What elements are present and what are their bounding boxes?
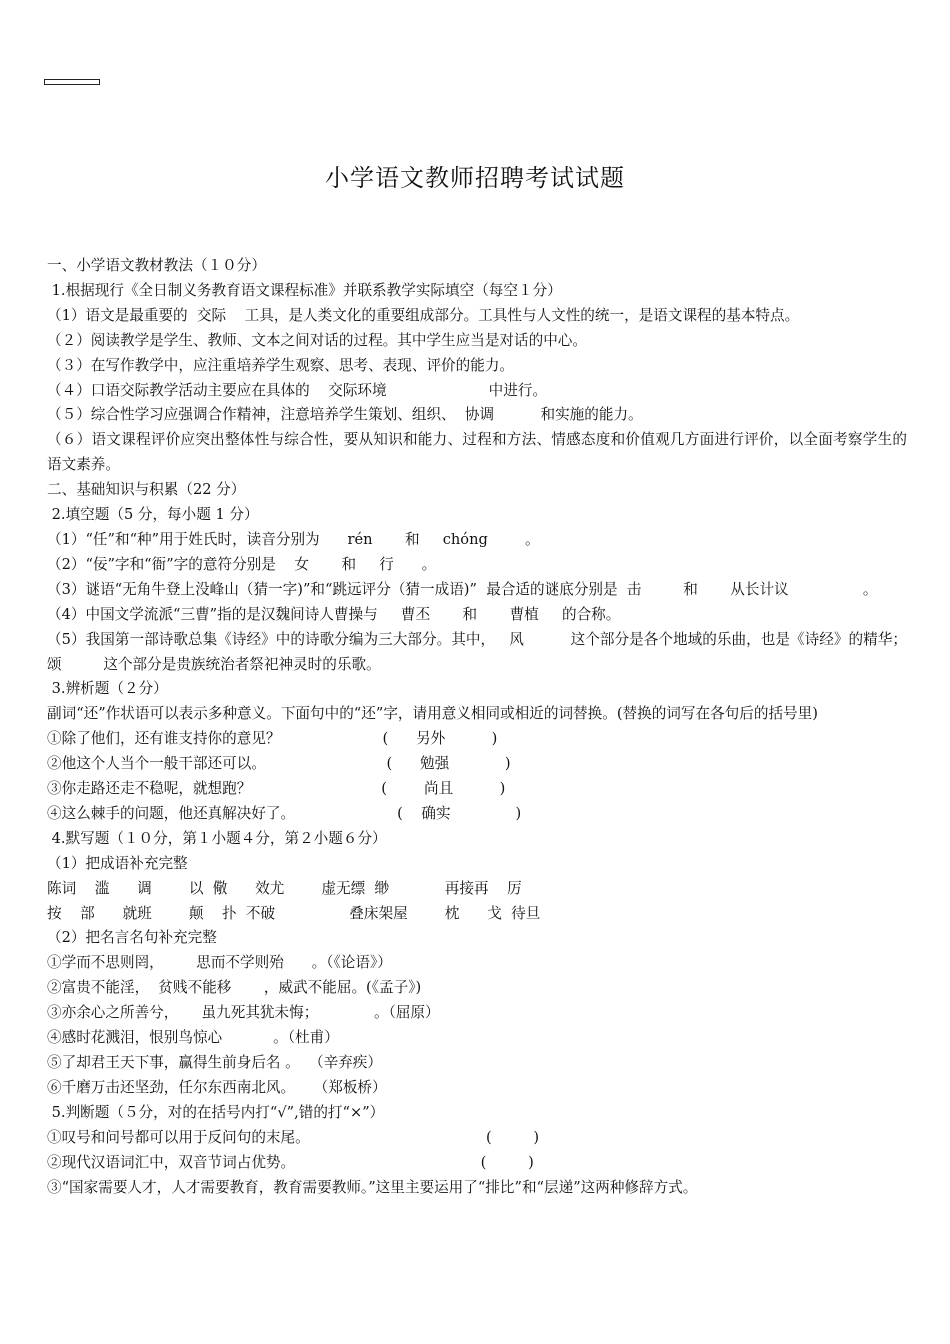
section-heading: 二、基础知识与积累（22 分）	[47, 481, 246, 499]
idiom-line: 陈词 滥 调 以 儆 效尤 虚无缥 缈 再接再 厉	[47, 879, 522, 897]
question-line: （２）阅读教学是学生、教师、文本之间对话的过程。其中学生应当是对话的中心。	[47, 331, 587, 349]
question-line: （2）“佞”字和“衙”字的意符分别是 女 和 行 。	[47, 555, 437, 573]
judgement-line: ②现代汉语词汇中，双音节词占优势。 ( )	[47, 1153, 534, 1171]
answer-line: ①除了他们，还有谁支持你的意见？ ( 另外 )	[47, 730, 498, 748]
question-heading: 5.判断题（５分，对的在括号内打“√”,错的打“×”）	[47, 1103, 385, 1121]
question-line: （1）语文是最重要的 交际 工具，是人类文化的重要组成部分。工具性与人文性的统一，是语文课程的基本特点。	[47, 306, 800, 324]
question-line: 副词“还”作状语可以表示多种意义。下面句中的“还”字，请用意义相同或相近的词替换。(替换的词写在各句后的括号里)	[47, 705, 818, 723]
quote-line: ①学而不思则罔， 思而不学则殆 。（《论语》）	[47, 954, 392, 972]
question-line: （６）语文课程评价应突出整体性与综合性，要从知识和能力、过程和方法、情感态度和价值观几方面进行评价，以全面考察学生的语文素养。	[47, 431, 907, 474]
question-heading: 1.根据现行《全日制义务教育语文课程标准》并联系教学实际填空（每空１分）	[47, 281, 562, 299]
idiom-line: 按 部 就班 颠 扑 不破 叠床架屋 枕 戈 待旦	[47, 904, 541, 922]
quote-line: ③亦余心之所善兮， 虽九死其犹未悔； 。（屈原）	[47, 1004, 440, 1022]
quote-line: ⑥千磨万击还坚劲，任尔东西南北风。 （郑板桥）	[47, 1078, 387, 1096]
exam-body	[47, 254, 940, 1200]
question-heading: 3.辨析题（２分）	[47, 680, 168, 698]
quote-line: ④感时花溅泪，恨别鸟惊心 。（杜甫）	[47, 1029, 339, 1047]
question-line: （4）中国文学流派“三曹”指的是汉魏间诗人曹操与 曹丕 和 曹植 的合称。	[47, 605, 621, 623]
question-heading: 4.默写题（１０分，第１小题４分，第２小题６分）	[47, 829, 387, 847]
quote-line: ⑤了却君王天下事，赢得生前身后名 。 （辛弃疾）	[47, 1054, 382, 1071]
answer-line: ④这么棘手的问题，他还真解决好了。 ( 确实 )	[47, 804, 522, 822]
answer-line: ③你走路还走不稳呢，就想跑？ ( 尚且 )	[47, 780, 506, 798]
page-title: 小学语文教师招聘考试试题	[325, 164, 625, 192]
question-line: （５）综合性学习应强调合作精神，注意培养学生策划、组织、 协调 和实施的能力。	[47, 406, 643, 424]
question-line: （2）把名言名句补充完整	[47, 929, 217, 947]
question-line: （３）在写作教学中，应注重培养学生观察、思考、表现、评价的能力。	[47, 356, 515, 374]
question-line: （1）把成语补充完整	[47, 854, 188, 872]
question-line: （5）我国第一部诗歌总集《诗经》中的诗歌分编为三大部分。其中， 风 这个部分是各个地域的乐曲，也是《诗经》的精华； 颂 这个部分是贵族统治者祭祀神灵时的乐歌。	[47, 630, 940, 673]
quote-line: ②富贵不能淫， 贫贱不能移 ，威武不能屈。(《孟子》)	[47, 979, 422, 997]
answer-line: ②他这个人当个一般干部还可以。 ( 勉强 )	[47, 755, 511, 773]
question-line: （1）“任”和“种”用于姓氏时，读音分别为 rén 和 chóng 。	[47, 530, 540, 548]
question-heading: 2.填空题（5 分，每小题 1 分）	[47, 506, 259, 524]
judgement-line: ③“国家需要人才，人才需要教育，教育需要教师。”这里主要运用了“排比”和“层递”这两种修辞方式。	[47, 1178, 698, 1196]
header-rule	[44, 79, 100, 85]
question-line: （４）口语交际教学活动主要应在具体的 交际环境 中进行。	[47, 381, 548, 399]
section-heading: 一、小学语文教材教法（１０分）	[47, 257, 266, 274]
question-line: （3）谜语“无角牛登上没峰山（猜一字)”和“跳远评分（猜一成语)” 最合适的谜底分别是 击 和 从长计议 。	[47, 580, 878, 598]
judgement-line: ①叹号和问号都可以用于反问句的末尾。 ( )	[47, 1128, 540, 1146]
